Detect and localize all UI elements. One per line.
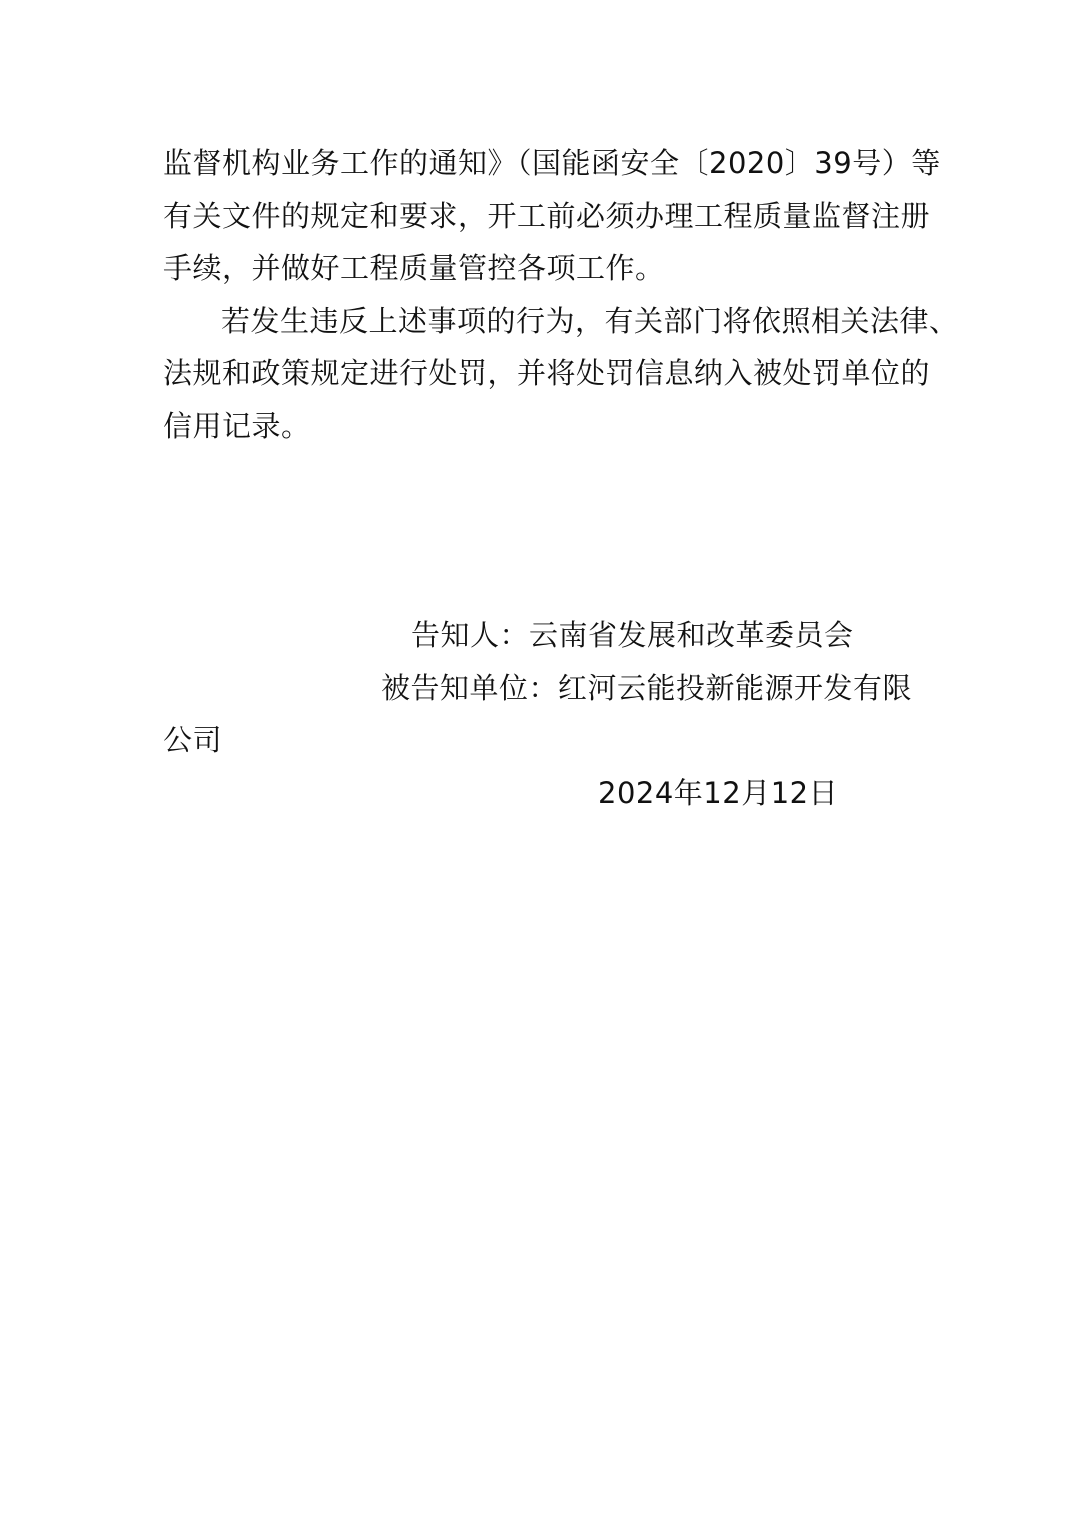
body-line-3: 手续，并做好工程质量管控各项工作。 <box>163 251 665 285</box>
notified-unit-line-1: 被告知单位：红河云能投新能源开发有限 <box>381 671 913 705</box>
body-line-6: 信用记录。 <box>163 409 311 443</box>
body-line-1: 监督机构业务工作的通知》（国能函安全〔2020〕39号）等 <box>163 146 941 180</box>
notified-unit-line-2: 公司 <box>163 723 223 757</box>
body-line-4: 若发生违反上述事项的行为，有关部门将依照相关法律、 <box>221 304 959 338</box>
signature-date: 2024年12月12日 <box>598 776 839 810</box>
body-line-5: 法规和政策规定进行处罚，并将处罚信息纳入被处罚单位的 <box>163 356 931 390</box>
body-line-2: 有关文件的规定和要求，开工前必须办理工程质量监督注册 <box>163 199 931 233</box>
notifier-line: 告知人：云南省发展和改革委员会 <box>411 618 854 652</box>
